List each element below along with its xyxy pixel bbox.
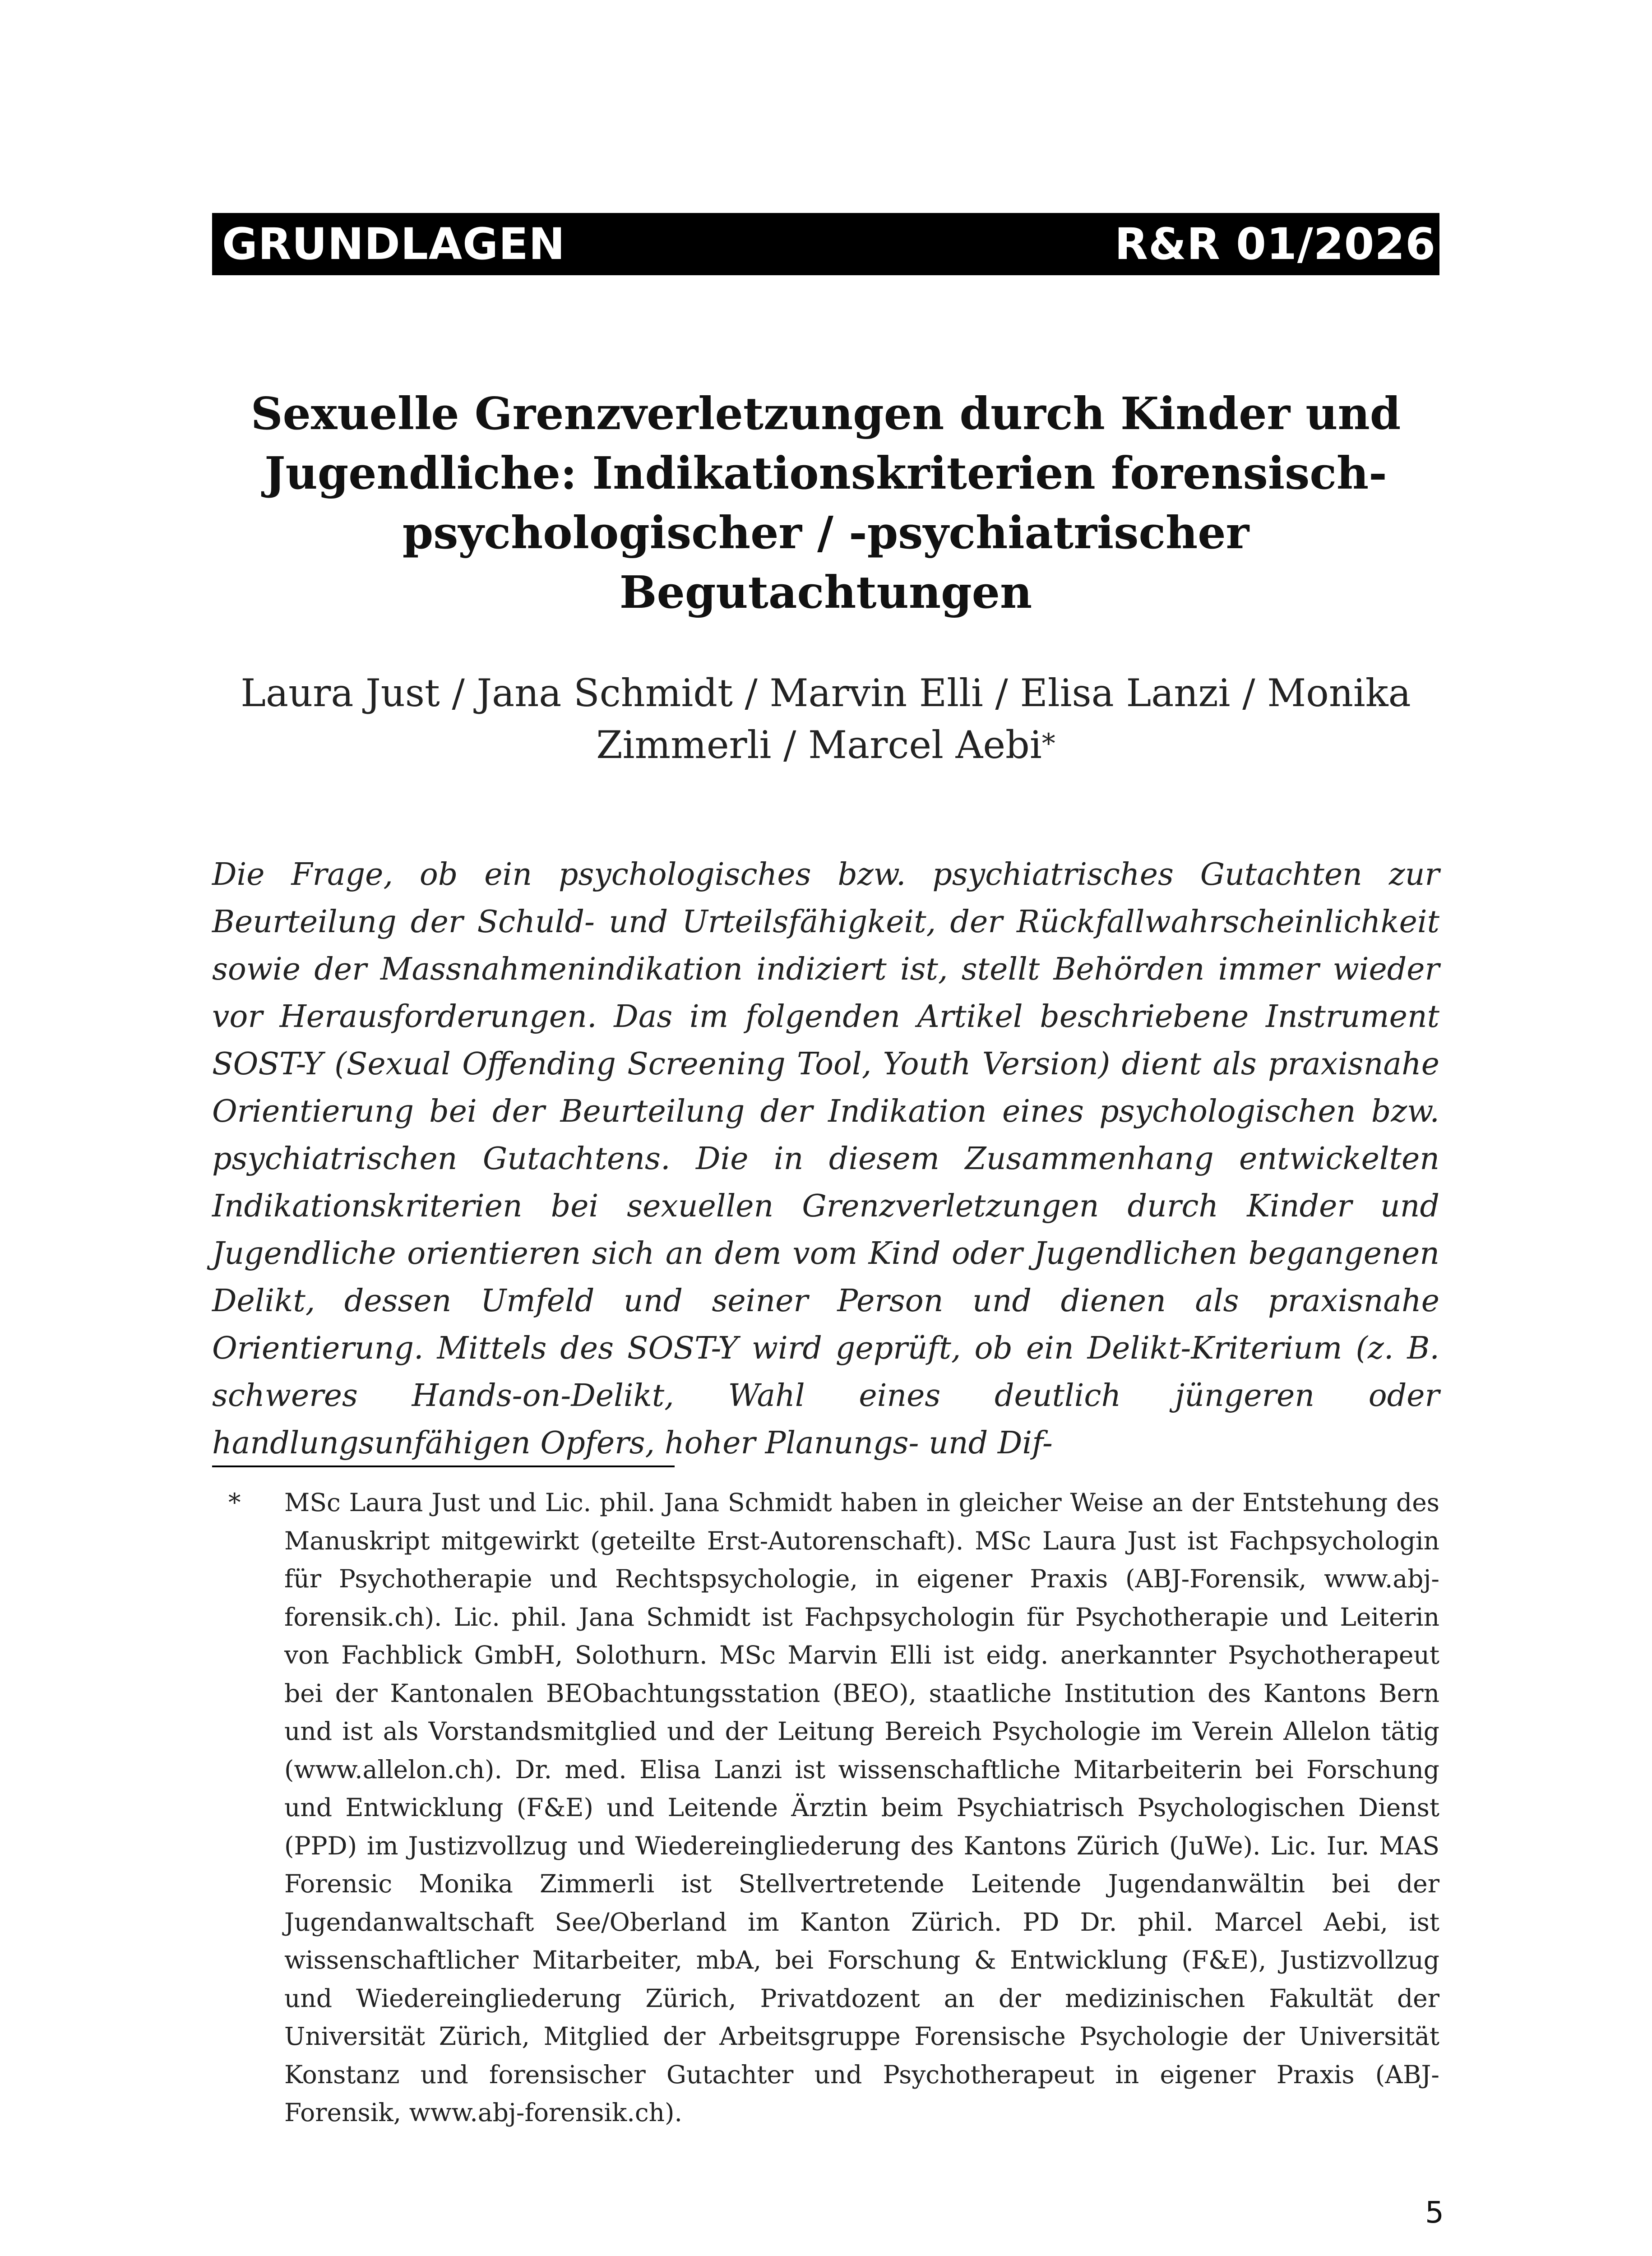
article-abstract: Die Frage, ob ein psychologisches bzw. psychiatrisches Gutachten zur Beurteilung der Schuld- und Urteilsfähigkeit, der Rückfallwahrscheinlichkeit sowie der Massnahmenindikation indiziert ist, stellt Behörden immer wieder vor Herausforderungen. Das im folgenden Artikel beschriebene Instrument SOST-Y (Sexual Offending Screening Tool, Youth Version) dient als praxisnahe Orientierung bei der Beurteilung der Indikation eines psychologischen bzw. psychiatrischen Gutachtens. Die in diesem Zusammenhang entwickelten Indikationskriterien bei sexuellen Grenzverletzungen durch Kinder und Jugendliche orientieren sich an dem vom Kind oder Jugendlichen begangenen Delikt, dessen Umfeld und seiner Person und dienen als praxisnahe Orientierung. Mittels des SOST-Y wird geprüft, ob ein Delikt-Kriterium (z. B. schweres Hands-on-Delikt, Wahl eines deutlich jüngeren oder handlungsunfähigen Opfers, hoher Planungs- und Dif- — [212, 857, 1439, 1461]
running-header — [212, 213, 1439, 275]
author-list: Laura Just / Jana Schmidt / Marvin Elli / Elisa Lanzi / Monika Zimmerli / Marcel Aebi — [241, 671, 1411, 767]
author-footnote-marker: * — [1041, 728, 1055, 759]
footnote-divider — [212, 1465, 675, 1467]
footnote — [212, 1484, 1439, 2132]
footnote-text: MSc Laura Just und Lic. phil. Jana Schmidt haben in gleicher Weise an der Entstehung des Manuskript mitgewirkt (geteilte Erst-Autorenschaft). MSc Laura Just ist Fachpsychologin für Psychotherapie und Rechtspsychologie, in eigener Praxis (ABJ-Forensik, www.abj-forensik.ch). Lic. phil. Jana Schmidt ist Fachpsychologin für Psychotherapie und Leiterin von Fachblick GmbH, Solothurn. MSc Marvin Elli ist eidg. anerkannter Psychotherapeut bei der Kantonalen BEObachtungsstation (BEO), staatliche Institution des Kantons Bern und ist als Vorstandsmitglied und der Leitung Bereich Psychologie im Verein Allelon tätig (www.allelon.ch). Dr. med. Elisa Lanzi ist wissenschaftliche Mitarbeiterin bei Forschung und Entwicklung (F&E) und Leitende Ärztin beim Psychiatrisch Psychologischen Dienst (PPD) im Justizvollzug und Wiedereingliederung des Kantons Zürich (JuWe). Lic. Iur. MAS Forensic Monika Zimmerli ist Stellvertretende Leitende Jugendanwältin bei der Jugendanwaltschaft See/Oberland im Kanton Zürich. PD Dr. phil. Marcel Aebi, ist wissenschaftlicher Mitarbeiter, mbA, bei Forschung & Entwicklung (F&E), Justizvollzug und Wiedereingliederung Zürich, Privatdozent an der medizinischen Fakultät der Universität Zürich, Mitglied der Arbeitsgruppe Forensische Psychologie der Universität Konstanz und forensischer Gutachter und Psychotherapeut in eigener Praxis (ABJ-Forensik, www.abj-forensik.ch). — [284, 1488, 1439, 2127]
issue-label: R&R 01/2026 — [1115, 219, 1436, 269]
page-number: 5 — [1425, 2195, 1444, 2230]
footnote-marker: * — [228, 1488, 241, 1517]
article-authors — [212, 668, 1439, 770]
section-label: GRUNDLAGEN — [222, 219, 565, 269]
article-title: Sexuelle Grenzverletzungen durch Kinder und Jugendliche: Indikationskriterien forensisch-psychologischer / -psychiatrischer Begutachtungen — [250, 388, 1401, 619]
